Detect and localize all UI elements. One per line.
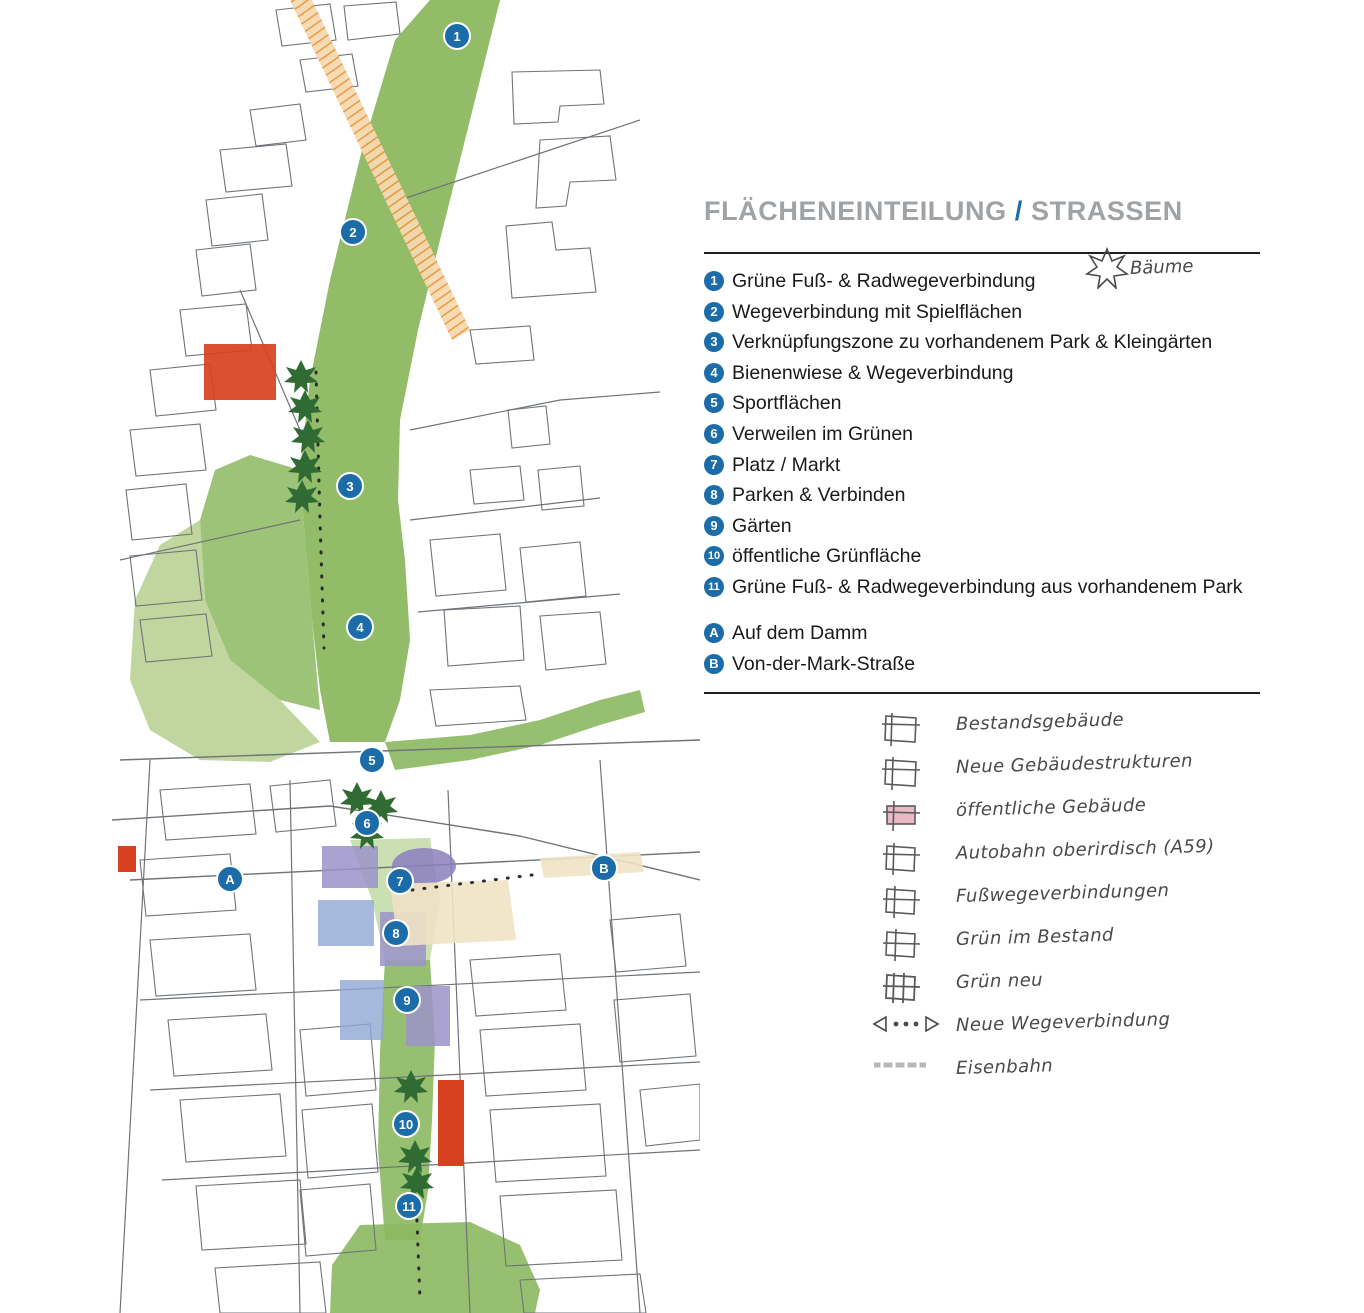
legend-label-2: Wegeverbindung mit Spielflächen [732, 300, 1023, 323]
map-marker-label: A [225, 872, 235, 887]
map-marker-4[interactable] [347, 614, 373, 640]
legend-item-9[interactable] [704, 513, 1304, 544]
symbol-key-label: Neue Wegeverbindung [955, 1009, 1171, 1036]
legend-label-10: öffentliche Grünfläche [732, 545, 922, 568]
symbol-key-row [870, 1009, 1350, 1056]
footpath-icon [870, 884, 940, 924]
map-marker-label: 6 [363, 816, 371, 831]
legend-title-sub: STRASSEN [1031, 196, 1183, 226]
legend-label-8: Parken & Verbinden [732, 484, 906, 507]
legend-item-2[interactable] [704, 299, 1304, 330]
map-marker-label: 4 [356, 620, 364, 635]
legend-label-4: Bienenwiese & Wegeverbindung [732, 361, 1014, 384]
tree-icon-label: Bäume [1129, 255, 1194, 279]
legend-title-main: FLÄCHENEINTEILUNG [704, 196, 1007, 226]
new-path-icon [870, 1013, 940, 1053]
map-marker-label: 2 [349, 225, 357, 240]
symbol-key-label: Bestandsgebäude [955, 709, 1125, 735]
legend-divider-top [704, 252, 1260, 254]
legend-item-3[interactable] [704, 329, 1304, 360]
legend-badge-11: 11 [704, 577, 724, 597]
map-marker-11[interactable] [396, 1193, 422, 1219]
legend-badge-1: 1 [704, 271, 724, 291]
map-marker-7[interactable] [387, 868, 413, 894]
legend-panel [700, 0, 1364, 1313]
symbol-key-row [870, 1056, 1350, 1099]
legend-item-1[interactable] [704, 268, 1304, 299]
map-marker-3[interactable] [337, 473, 363, 499]
legend-badge-6: 6 [704, 424, 724, 444]
legend-badge-4: 4 [704, 363, 724, 383]
map-marker-2[interactable] [340, 219, 366, 245]
legend-letter-list [704, 620, 1304, 681]
symbol-key-label: öffentliche Gebäude [955, 794, 1147, 821]
map-marker-label: 3 [346, 479, 354, 494]
symbol-key-label: Grün im Bestand [955, 924, 1115, 950]
building-new-icon [870, 755, 940, 795]
legend-item-7[interactable] [704, 452, 1304, 483]
legend-label-a: Auf dem Damm [732, 622, 868, 644]
symbol-key-label: Neue Gebäudestrukturen [955, 750, 1194, 778]
map-marker-1[interactable] [444, 23, 470, 49]
legend-badge-a: A [704, 623, 724, 643]
legend-label-7: Platz / Markt [732, 453, 841, 476]
symbol-key-row [870, 835, 1350, 884]
legend-item-b[interactable] [704, 651, 1304, 682]
legend-item-6[interactable] [704, 421, 1304, 452]
map-marker-a[interactable] [217, 866, 243, 892]
symbol-key-row [870, 709, 1350, 755]
map-marker-10[interactable] [393, 1111, 419, 1137]
map-marker-6[interactable] [354, 810, 380, 836]
map-marker-label: 9 [403, 993, 411, 1008]
green-new-icon [870, 970, 940, 1010]
map-marker-label: 11 [402, 1199, 416, 1214]
map-marker-b[interactable] [591, 855, 617, 881]
symbol-key-row [870, 970, 1350, 1013]
legend-item-11[interactable] [704, 574, 1304, 605]
legend-badge-8: 8 [704, 485, 724, 505]
railway-icon [870, 1056, 940, 1096]
symbol-key-label: Grün neu [955, 969, 1044, 993]
legend-title-separator: / [1006, 196, 1032, 226]
symbol-key-label: Autobahn oberirdisch (A59) [955, 835, 1215, 864]
map-marker-label: B [599, 861, 609, 876]
legend-title [704, 196, 1183, 227]
map-marker-9[interactable] [394, 987, 420, 1013]
map-marker-8[interactable] [383, 920, 409, 946]
legend-item-4[interactable] [704, 360, 1304, 391]
map-marker-label: 10 [398, 1117, 414, 1132]
legend-label-11: Grüne Fuß- & Radwegeverbindung aus vorhandenem Park [732, 575, 1243, 598]
building-existing-icon [870, 712, 940, 752]
legend-label-b: Von-der-Mark-Straße [732, 652, 916, 675]
symbol-key-row [870, 750, 1350, 798]
symbol-key-label: Fußwegeverbindungen [955, 880, 1170, 907]
legend-badge-5: 5 [704, 393, 724, 413]
symbol-key-label: Eisenbahn [955, 1055, 1054, 1079]
symbol-key [870, 709, 1350, 1102]
legend-label-5: Sportflächen [732, 392, 842, 415]
legend-numbered-list [704, 268, 1304, 605]
legend-badge-10: 10 [704, 546, 724, 566]
symbol-key-row [870, 880, 1350, 927]
symbol-key-row [870, 924, 1350, 970]
legend-label-1: Grüne Fuß- & Radwegeverbindung [732, 270, 1036, 292]
legend-item-5[interactable] [704, 390, 1304, 421]
legend-badge-7: 7 [704, 455, 724, 475]
building-public-icon [870, 798, 940, 838]
legend-label-3: Verknüpfungszone zu vorhandenem Park & Kleingärten [732, 331, 1213, 354]
legend-badge-2: 2 [704, 302, 724, 322]
legend-badge-9: 9 [704, 516, 724, 536]
map-marker-label: 5 [368, 753, 376, 768]
symbol-key-row [870, 794, 1350, 841]
legend-badge-3: 3 [704, 332, 724, 352]
motorway-icon [870, 841, 940, 881]
legend-item-8[interactable] [704, 482, 1304, 513]
legend-label-9: Gärten [732, 514, 792, 537]
legend-label-6: Verweilen im Grünen [732, 422, 914, 445]
map-marker-label: 8 [392, 926, 400, 941]
legend-item-10[interactable] [704, 543, 1304, 574]
map-marker-label: 7 [396, 874, 404, 889]
green-existing-icon [870, 927, 940, 967]
tree-icon [1082, 245, 1132, 289]
map-marker-5[interactable] [359, 747, 385, 773]
map-marker-label: 1 [453, 29, 461, 44]
legend-item-a[interactable] [704, 620, 1304, 651]
legend-badge-b: B [704, 654, 724, 674]
legend-divider-bottom [704, 692, 1260, 694]
